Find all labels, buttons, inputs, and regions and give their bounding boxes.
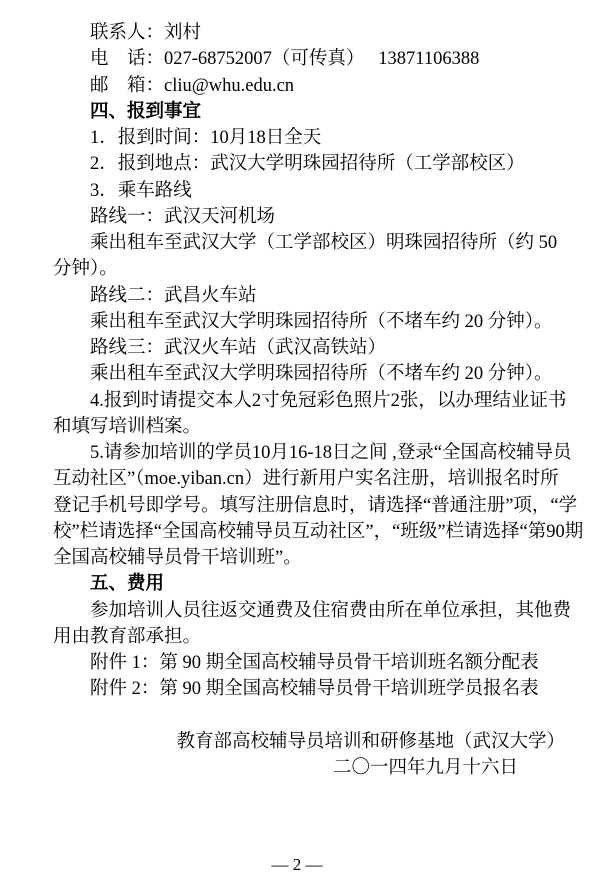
route-1-heading: 路线一：武汉天河机场 — [90, 206, 276, 227]
attachment-2-line: 附件 2：第 90 期全国高校辅导员骨干培训班学员报名表 — [90, 679, 539, 700]
item-report-time: 1．报到时间：10月18日全天 — [90, 128, 322, 148]
phone-line: 电 话：027-68752007（可传真） 13871106388 — [90, 49, 480, 70]
item-transport-routes: 3．乘车路线 — [90, 180, 192, 201]
item-registration-line-3: 登记手机号即学号。填写注册信息时，请选择“普通注册”项，“学 — [53, 495, 578, 516]
item-report-location: 2．报到地点：武汉大学明珠园招待所（工学部校区） — [90, 154, 525, 175]
route-3-heading: 路线三：武汉火车站（武汉高铁站） — [90, 338, 387, 358]
fees-line-1: 参加培训人员往返交通费及住宿费由所在单位承担，其他费 — [90, 600, 572, 621]
section-5-heading: 五、费用 — [90, 574, 165, 595]
document-body — [53, 20, 610, 781]
item-registration-line-1: 5.请参加培训的学员10月16-18日之间 ,登录“全国高校辅导员 — [90, 443, 572, 463]
item-registration-line-4: 校”栏请选择“全国高校辅导员互动社区”，“班级”栏请选择“第90期 — [53, 521, 584, 542]
email-line: 邮 箱：cliu@whu.edu.cn — [90, 75, 295, 96]
signature-date-line: 二〇一四年九月十六日 — [332, 758, 518, 778]
item-registration-line-5: 全国高校辅导员骨干培训班”。 — [53, 548, 302, 568]
fees-line-2: 用由教育部承担。 — [53, 626, 202, 647]
attachment-1-line: 附件 1：第 90 期全国高校辅导员骨干培训班名额分配表 — [90, 653, 539, 673]
route-3-detail: 乘出租车至武汉大学明珠园招待所（不堵车约 20 分钟）。 — [90, 364, 553, 385]
route-1-detail-line-1: 乘出租车至武汉大学（工学部校区）明珠园招待所（约 50 — [90, 233, 558, 253]
item-registration-line-2: 互动社区”（moe.yiban.cn）进行新用户实名注册，培训报名时所 — [53, 469, 559, 490]
route-1-detail-line-2: 分钟）。 — [53, 259, 118, 280]
route-2-detail: 乘出租车至武汉大学明珠园招待所（不堵车约 20 分钟）。 — [90, 311, 553, 332]
section-4-heading: 四、报到事宜 — [90, 101, 202, 122]
route-2-heading: 路线二：武昌火车站 — [90, 285, 257, 306]
item-photos-line-2: 和填写培训档案。 — [53, 416, 202, 437]
item-photos-line-1: 4.报到时请提交本人2寸免冠彩色照片2张，以办理结业证书 — [90, 390, 567, 411]
contact-person-line: 联系人：刘村 — [90, 23, 202, 43]
page-number: — 2 — — [271, 855, 323, 874]
signature-org-line: 教育部高校辅导员培训和研修基地（武汉大学） — [176, 731, 565, 752]
